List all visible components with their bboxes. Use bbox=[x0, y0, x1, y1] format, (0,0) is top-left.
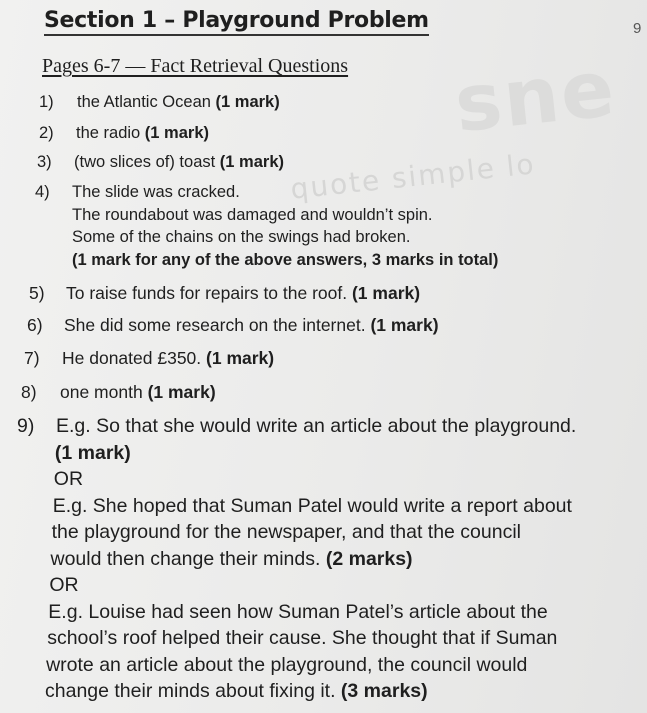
answer-text: change their minds about fixing it. bbox=[45, 680, 341, 702]
mark-allocation: (1 mark) bbox=[351, 283, 421, 303]
answer-text: the radio bbox=[76, 124, 145, 142]
mark-allocation: (3 marks) bbox=[340, 680, 428, 702]
mark-allocation: (1 mark) bbox=[219, 153, 284, 171]
mark-allocation: (1 mark) bbox=[206, 348, 275, 368]
answer-text: OR bbox=[53, 468, 84, 490]
answer-number: 8) bbox=[21, 382, 37, 402]
answer-line bbox=[60, 380, 216, 404]
answer-line bbox=[76, 121, 209, 145]
mark-allocation: (1 mark) bbox=[215, 93, 280, 111]
answer-number: 6) bbox=[27, 315, 43, 335]
answer-line bbox=[74, 150, 284, 174]
answer-text: would then change their minds. bbox=[50, 547, 326, 570]
subtitle: Pages 6-7 — Fact Retrieval Questions bbox=[42, 55, 349, 77]
answer-number: 2) bbox=[39, 124, 54, 142]
answer-line bbox=[52, 519, 521, 546]
answer-line bbox=[48, 599, 547, 626]
mark-allocation: (1 mark) bbox=[54, 441, 131, 464]
section-title: Section 1 – Playground Problem bbox=[44, 8, 429, 36]
answer-text: E.g. So that she would write an article about the playground. bbox=[56, 415, 577, 437]
answer-text: (two slices of) toast bbox=[74, 153, 220, 171]
answer-number: 4) bbox=[35, 183, 50, 201]
answer-text: the Atlantic Ocean bbox=[77, 93, 216, 111]
answer-line bbox=[51, 546, 413, 573]
background-bleed-text-2: quote simple lo bbox=[288, 147, 538, 206]
answer-text: one month bbox=[60, 382, 148, 402]
answer-text: The slide was cracked. bbox=[72, 183, 240, 201]
answer-text: OR bbox=[49, 574, 79, 596]
answer-text: wrote an article about the playground, the council would bbox=[46, 653, 528, 676]
answer-line bbox=[54, 466, 83, 493]
answer-line bbox=[66, 281, 420, 305]
answer-line bbox=[55, 440, 131, 467]
answer-line bbox=[56, 413, 576, 440]
answer-text: The roundabout was damaged and wouldn’t spin. bbox=[72, 205, 433, 224]
answer-line bbox=[72, 249, 498, 272]
mark-allocation: (1 mark) bbox=[144, 124, 209, 142]
answer-text: Some of the chains on the swings had broken. bbox=[72, 228, 411, 246]
answer-number: 3) bbox=[37, 153, 52, 171]
answer-number: 1) bbox=[39, 93, 54, 111]
answer-line bbox=[45, 678, 428, 705]
mark-allocation: (2 marks) bbox=[325, 547, 413, 570]
answer-line bbox=[72, 204, 433, 227]
background-bleed-text: sne bbox=[450, 43, 621, 151]
answer-text: the playground for the newspaper, and that the council bbox=[51, 521, 522, 543]
answer-text: E.g. Louise had seen how Suman Patel’s article about the bbox=[48, 600, 548, 623]
mark-allocation: (1 mark) bbox=[370, 315, 439, 335]
answer-line bbox=[72, 226, 410, 249]
answer-text: To raise funds for repairs to the roof. bbox=[66, 283, 352, 303]
answer-text: He donated £350. bbox=[62, 348, 207, 368]
mark-allocation: (1 mark for any of the above answers, 3 marks in total) bbox=[72, 250, 499, 269]
answer-line bbox=[47, 625, 557, 652]
answer-line bbox=[72, 181, 240, 204]
answer-text: She did some research on the internet. bbox=[64, 315, 371, 335]
answer-line bbox=[62, 346, 274, 370]
answer-number: 7) bbox=[24, 348, 40, 368]
answer-line bbox=[49, 572, 78, 599]
answer-line bbox=[77, 90, 280, 114]
answer-line bbox=[53, 493, 572, 520]
answer-text: E.g. She hoped that Suman Patel would write a report about bbox=[52, 494, 572, 517]
answer-text: school’s roof helped their cause. She thought that if Suman bbox=[47, 627, 558, 649]
answer-line bbox=[46, 652, 527, 679]
answer-line bbox=[64, 313, 439, 337]
answer-number: 5) bbox=[29, 283, 45, 303]
mark-allocation: (1 mark) bbox=[147, 382, 216, 402]
answer-number: 9) bbox=[17, 415, 35, 437]
page-number: 9 bbox=[633, 20, 642, 37]
